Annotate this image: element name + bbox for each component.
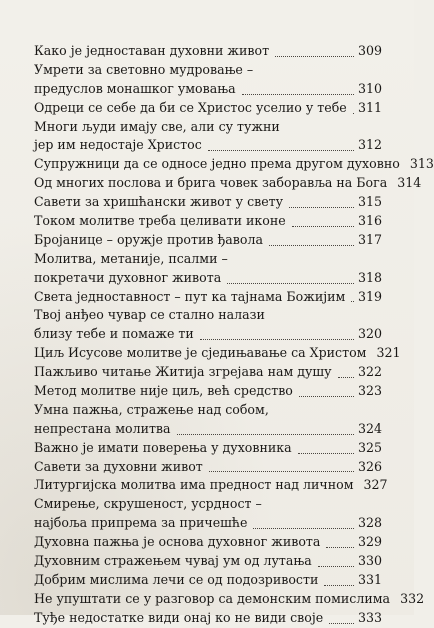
dot-leader (208, 148, 354, 151)
toc-entry-line (34, 42, 382, 61)
toc-page-number: 310 (358, 80, 383, 96)
dot-leader (351, 299, 354, 302)
toc-entry-title: Света једноставност – пут ка тајнама Божијим (34, 288, 346, 304)
toc-entry-title: Умна пажња, стражење над собом, (34, 401, 269, 417)
dot-leader (275, 54, 354, 57)
dot-leader (299, 394, 354, 397)
toc-entry-title: Метод молитве није циљ, већ средство (34, 383, 293, 399)
toc-page-number: 324 (358, 420, 383, 436)
toc-entry-line (34, 420, 382, 439)
toc-entry-line (34, 288, 382, 307)
dot-leader (353, 111, 354, 114)
dot-leader (200, 337, 354, 340)
toc-entry-title: Туђе недостатке види онај ко не види своје (34, 609, 324, 625)
toc-entry-title: Бројанице – оружје против ђавола (34, 231, 263, 247)
toc-entry-line (34, 476, 388, 495)
dot-leader (318, 564, 354, 567)
toc-entry-title: Не упуштати се у разговор са демонским помислима (34, 590, 391, 606)
toc-page-number: 316 (358, 213, 383, 228)
toc-entry-line (34, 155, 434, 174)
toc-entry-line (34, 590, 425, 609)
dot-leader (177, 432, 354, 435)
dot-leader (324, 583, 354, 586)
toc-page-number: 332 (400, 590, 425, 606)
toc-entry-line (34, 231, 382, 250)
toc-entry-title: Литургијска молитва има предност над личном (34, 477, 354, 493)
toc-entry-line (34, 552, 382, 571)
dot-leader (329, 621, 354, 624)
toc-entry-line (34, 458, 382, 477)
toc-entry-title: Како је једноставан духовни живот (34, 42, 270, 58)
toc-page-number: 321 (376, 345, 401, 361)
toc-entry-line (34, 212, 382, 231)
toc-entry-title: Савети за хришћански живот у свету (34, 194, 284, 210)
toc-entry-line (34, 439, 382, 458)
toc-entry-line (34, 514, 382, 533)
toc-page-number: 333 (358, 609, 383, 625)
dot-leader (292, 224, 354, 227)
toc-entry-title: Твој анђео чувар се стално налази (34, 307, 265, 323)
toc-entry-line (34, 174, 422, 193)
toc-entry-title: Молитва, метаније, псалми – (34, 250, 228, 266)
toc-entry-title: јер им недостаје Христос (34, 137, 202, 153)
toc-entry-title: Одреци се себе да би се Христос уселио у тебе (34, 99, 347, 115)
toc-entry-title: близу тебе и помаже ти (34, 326, 194, 342)
toc-entry-title: Смирење, скрушеност, усрдност – (34, 496, 262, 512)
toc-entry-line (34, 269, 382, 288)
dot-leader (209, 469, 354, 472)
toc-entry-title: Многи људи имају све, али су тужни (34, 118, 280, 134)
toc-entry-line (34, 99, 382, 118)
toc-entry-line (34, 250, 382, 269)
toc-page-number: 315 (358, 194, 383, 210)
toc-entry-line (34, 609, 382, 628)
toc-entry-line (34, 118, 382, 137)
toc-page-number: 312 (358, 137, 383, 153)
toc-entry-title: предуслов монашког умовања (34, 80, 236, 96)
toc-entry-line (34, 495, 382, 514)
toc-page-number: 319 (358, 288, 383, 304)
dot-leader (253, 526, 354, 529)
toc-page-number: 329 (358, 534, 383, 550)
toc-entry-title: Духовна пажња је основа духовног живота (34, 534, 321, 550)
toc-entry-line (34, 344, 401, 363)
toc-entry-line (34, 193, 382, 212)
toc-page-number: 311 (358, 99, 383, 115)
toc-page-number: 327 (363, 477, 388, 493)
dot-leader (326, 545, 354, 548)
toc-entry-title: покретачи духовног живота (34, 269, 222, 285)
toc-entry-line (34, 571, 382, 590)
toc-entry-line (34, 136, 382, 155)
toc-entry-line (34, 80, 382, 99)
toc-entry-title: Од многих послова и брига човек заборавља на Бога (34, 175, 388, 191)
toc-page-number: 317 (358, 231, 383, 247)
toc-entry-title: Добрим мислима лечи се од подозривости (34, 571, 319, 587)
toc-page-number: 326 (358, 458, 383, 474)
toc-page-number: 331 (358, 571, 383, 587)
dot-leader (298, 451, 354, 454)
toc-page-number: 323 (358, 383, 383, 399)
toc-entry-title: Умрети за световно мудровање – (34, 61, 254, 77)
toc-entry-line (34, 533, 382, 552)
toc-entry-line (34, 382, 382, 401)
toc-entry-title: Савети за духовни живот (34, 458, 203, 474)
dot-leader (289, 205, 354, 208)
toc-entry-line (34, 61, 382, 80)
toc-entry-line (34, 325, 382, 344)
toc-entry-title: Духовним стражењем чувај ум од лутања (34, 553, 312, 569)
toc-page-number: 309 (358, 42, 383, 58)
table-of-contents (34, 42, 434, 628)
toc-entry-line (34, 363, 382, 382)
dot-leader (227, 281, 354, 284)
toc-page-number: 314 (397, 175, 422, 191)
dot-leader (338, 375, 354, 378)
dot-leader (269, 243, 354, 246)
toc-entry-title: најбоља припрема за причешће (34, 515, 248, 531)
toc-entry-title: Важно је имати поверења у духовника (34, 439, 292, 455)
toc-page-number: 318 (358, 269, 383, 285)
toc-entry-title: Циљ Исусове молитве је сједињавање са Христом (34, 345, 367, 361)
toc-page-number: 330 (358, 553, 383, 569)
toc-entry-line (34, 401, 382, 420)
toc-entry-title: непрестана молитва (34, 420, 171, 436)
toc-page-number: 325 (358, 439, 383, 455)
toc-page-number: 322 (358, 364, 383, 380)
dot-leader (242, 92, 354, 95)
toc-page-number: 313 (409, 156, 434, 172)
toc-entry-title: Супружници да се односе једно према другом духовно (34, 156, 400, 172)
toc-entry-title: Пажљиво читање Житија згрејава нам душу (34, 364, 332, 380)
toc-page-number: 320 (358, 326, 383, 342)
toc-page-number: 328 (358, 515, 383, 531)
toc-entry-title: Током молитве треба целивати иконе (34, 213, 286, 228)
toc-entry-line (34, 306, 382, 325)
